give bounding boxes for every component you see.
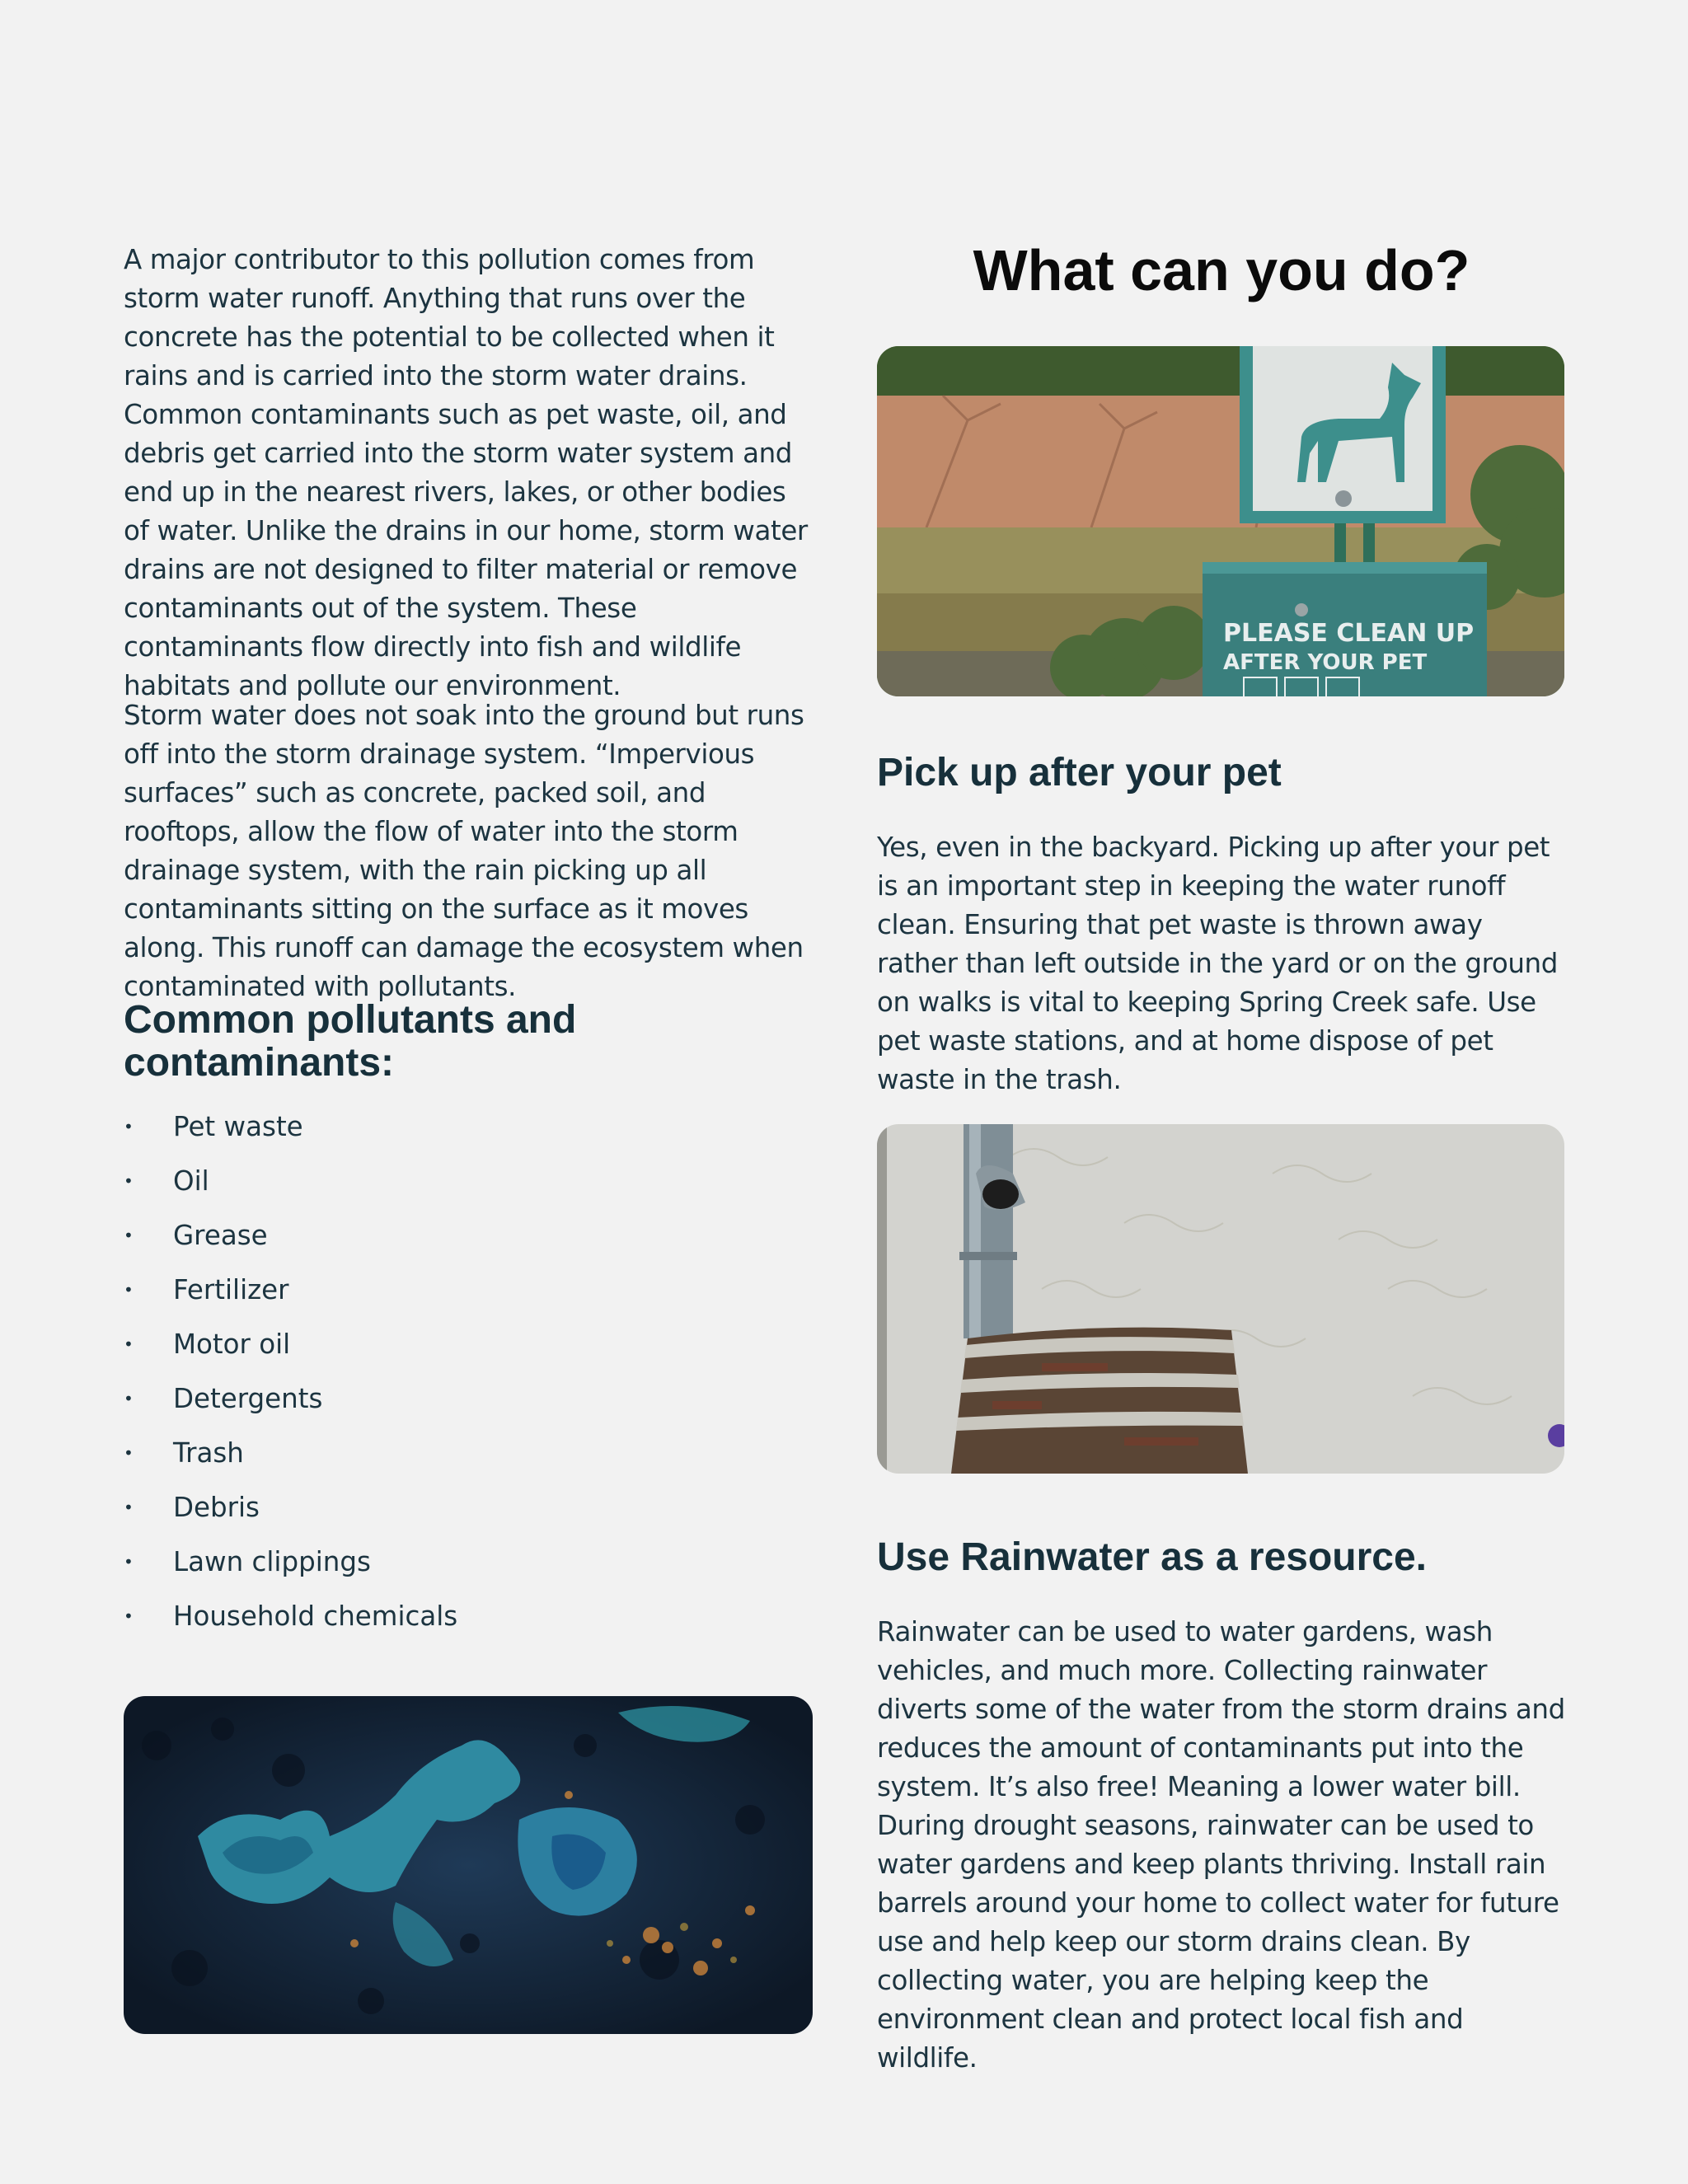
rainwater-paragraph: Rainwater can be used to water gardens, wash vehicles, and much more. Collecting rainwater diverts some of the water from the storm drains and reduces the amount of contaminants put into the system. It’s also free! Meaning a lower water bill. During drought seasons, rainwater can be used to water gardens and keep plants thriving. Install rain barrels around your home to collect water for future use and help keep our storm drains clean. By collecting water, you are helping keep the environment clean and protect local fish and wildlife. (877, 1616, 1565, 2074)
bullet-icon: • (124, 1334, 134, 1354)
bullet-icon: • (124, 1497, 134, 1517)
bullet-icon: • (124, 1443, 134, 1463)
bullet-icon: • (124, 1280, 134, 1300)
pollutants-heading: Common pollutants and contaminants: (124, 998, 577, 1085)
list-item-label: Fertilizer (173, 1274, 289, 1305)
bullet-icon: • (124, 1171, 134, 1191)
intro-paragraph: A major contributor to this pollution comes from storm water runoff. Anything that runs over the concrete has the potential to be collected when it rains and is carried into the storm water drains. Common contaminants such as pet waste, oil, and debris get carried into the storm water system and end up in the nearest rivers, lakes, or other bodies of water. Unlike the drains in our home, storm water drains are not designed to filter material or remove contaminants out of the system. These contaminants flow directly into fish and wildlife habitats and pollute our environment. (124, 244, 808, 701)
list-item (124, 1491, 814, 1545)
page-title: What can you do? (973, 238, 1470, 302)
list-item-label: Household chemicals (173, 1601, 458, 1632)
list-item-label: Lawn clippings (173, 1546, 371, 1577)
sign-text-line1: PLEASE CLEAN UP (1223, 619, 1475, 648)
oil-contamination-photo (124, 1696, 813, 2034)
storm-water-paragraph: Storm water does not soak into the ground but runs off into the storm drainage system. “Impervious surfaces” such as concrete, packed soil, and rooftops, allow the flow of water into the storm drainage system, with the rain picking up all contaminants sitting on the surface as it moves along. This runoff can damage the ecosystem when contaminated with pollutants. (124, 700, 804, 1002)
list-item-label: Pet waste (173, 1111, 303, 1142)
list-item (124, 1545, 814, 1600)
list-item-label: Debris (173, 1492, 260, 1523)
list-item (124, 1219, 814, 1273)
list-item-label: Trash (173, 1437, 244, 1469)
bullet-icon: • (124, 1606, 134, 1626)
list-item-label: Oil (173, 1165, 209, 1197)
bullet-icon: • (124, 1552, 134, 1572)
pet-waste-station-photo (877, 346, 1564, 696)
list-item (124, 1165, 814, 1219)
list-item-label: Grease (173, 1220, 268, 1251)
rain-barrel-photo (877, 1124, 1564, 1474)
sign-text-line2: AFTER YOUR PET (1223, 650, 1428, 675)
bullet-icon: • (124, 1117, 134, 1137)
pet-paragraph: Yes, even in the backyard. Picking up after your pet is an important step in keeping the water runoff clean. Ensuring that pet waste is thrown away rather than left outside in the yard or on the ground on walks is vital to keeping Spring Creek safe. Use pet waste stations, and at home dispose of pet waste in the trash. (877, 832, 1558, 1095)
list-item (124, 1600, 814, 1654)
list-item (124, 1328, 814, 1382)
list-item (124, 1382, 814, 1436)
list-item-label: Motor oil (173, 1329, 291, 1360)
bullet-icon: • (124, 1389, 134, 1408)
bullet-icon: • (124, 1226, 134, 1245)
pet-heading: Pick up after your pet (877, 751, 1282, 794)
list-item-label: Detergents (173, 1383, 323, 1414)
pollutants-list (124, 1110, 814, 1654)
rainwater-heading: Use Rainwater as a resource. (877, 1535, 1428, 1579)
list-item (124, 1436, 814, 1491)
list-item (124, 1110, 814, 1165)
list-item (124, 1273, 814, 1328)
